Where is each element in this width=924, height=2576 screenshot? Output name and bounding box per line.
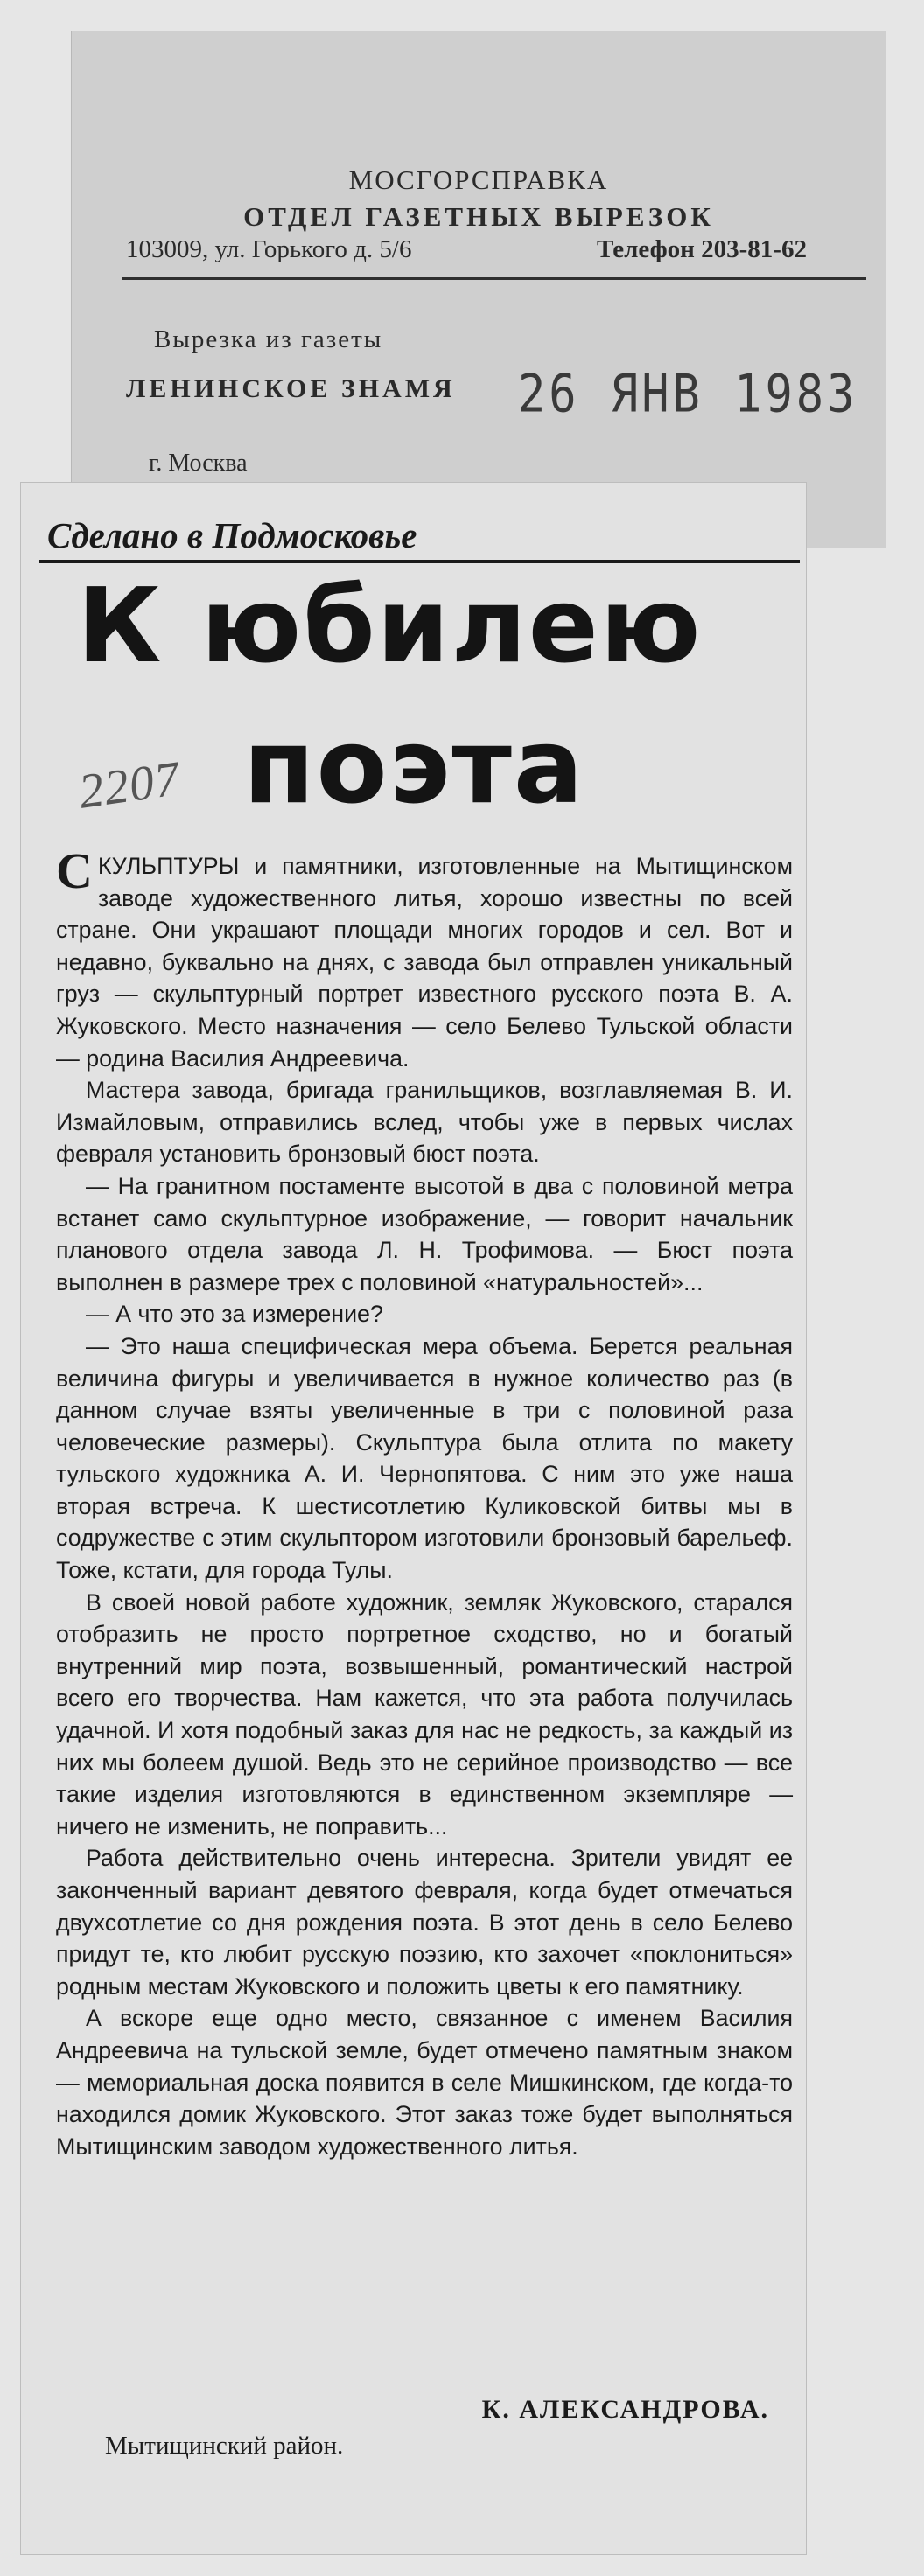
clipping-from-label: Вырезка из газеты xyxy=(154,325,383,353)
paragraph-8: А вскоре еще одно место, связанное с именем Василия Андреевича на тульской земле, будет отмечено памятным знаком — мемориальная доска появится в селе Мишкинском, где когда-то находился домик Жуковского. Этот заказ тоже будет выполняться Мытищинским заводом художественного литья. xyxy=(56,2005,793,2160)
article-body xyxy=(56,842,793,2162)
newspaper-article xyxy=(21,483,806,2554)
headline-line-1: К юбилею xyxy=(77,565,703,686)
address-line: 103009, ул. Горького д. 5/6 xyxy=(126,235,412,263)
author-location: Мытищинский район. xyxy=(105,2432,344,2460)
header-divider xyxy=(122,277,866,280)
paragraph-6: В своей новой работе художник, земляк Жуковского, старался отобразить не просто портретное сходство, но и богатый внутренний мир поэта, возвышенный, романтический настрой всего его творчества. Нам кажется, что эта работа получилась удачной. И хотя подобный заказ для нас не редкость, за каждый из них мы болеем душой. Ведь это не серийное производство — все такие изделия изготовляются в единственном экземпляре — ничего не изменить, не поправить... xyxy=(56,1588,793,1840)
rubric-title: Сделано в Подмосковье xyxy=(47,515,417,555)
paragraph-5: — Это наша специфическая мера объема. Берется реальная величина фигуры и увеличивается в нужное количество раз (в данном случае взяты увеличенные в три с половиной раза человеческие размеры). Скульптура была отлита по макету тульского художника А. И. Чернопятова. С ним это уже наша вторая встреча. К шестисотлетию Куликовской битвы мы в содружестве с этим скульптором изготовили бронзовый барельеф. Тоже, кстати, для города Тулы. xyxy=(56,1332,793,1584)
paragraph-4: — А что это за измерение? xyxy=(86,1301,383,1328)
author-byline: К. АЛЕКСАНДРОВА. xyxy=(481,2395,769,2424)
clipping-service-slip xyxy=(72,31,886,548)
headline-line-2: поэта xyxy=(243,706,585,827)
newspaper-name: ЛЕНИНСКОЕ ЗНАМЯ xyxy=(126,374,456,403)
city-line: г. Москва xyxy=(149,450,248,477)
paragraph-2: Мастера завода, бригада гранильщиков, возглавляемая В. И. Измайловым, отправились вслед, чтобы уже в первых числах февраля установить бронзовый бюст поэта. xyxy=(56,1077,793,1168)
agency-name: МОСГОРСПРАВКА xyxy=(348,164,609,195)
department-name: ОТДЕЛ ГАЗЕТНЫХ ВЫРЕЗОК xyxy=(243,201,714,232)
paragraph-1-text: КУЛЬПТУРЫ и памятники, изготовленные на Мытищинском заводе художественного литья, хорошо известны по всей стране. Они украшают площади многих городов и сел. Вот и недавно, буквально на днях, с завода был отправлен уникальный груз — скульптурный портрет известного русского поэта В. А. Жуковского. Место назначения — село Белево Тульской области — родина Василия Андреевича. xyxy=(56,853,793,1072)
archive-number-handwritten: 2207 xyxy=(75,751,184,820)
date-stamp: 26 ЯНВ 1983 xyxy=(518,364,858,425)
paragraph-7: Работа действительно очень интересна. Зрители увидят ее законченный вариант девятого февраля, когда будет отмечаться двухсотлетие со дня рождения поэта. В этот день в село Белево придут те, кто любит русскую поэзию, кто захочет «поклониться» родным местам Жуковского и положить цветы к его памятнику. xyxy=(56,1845,793,2000)
phone-line: Телефон 203-81-62 xyxy=(597,235,807,263)
paragraph-3: — На гранитном постаменте высотой в два с половиной метра встанет само скульптурное изображение, — говорит начальник планового отдела завода Л. Н. Трофимова. — Бюст поэта выполнен в размере трех с половиной «натуральностей»... xyxy=(56,1172,793,1295)
paragraph-1 xyxy=(56,842,793,1074)
drop-cap: С xyxy=(56,842,93,899)
rubric-divider xyxy=(38,560,800,563)
